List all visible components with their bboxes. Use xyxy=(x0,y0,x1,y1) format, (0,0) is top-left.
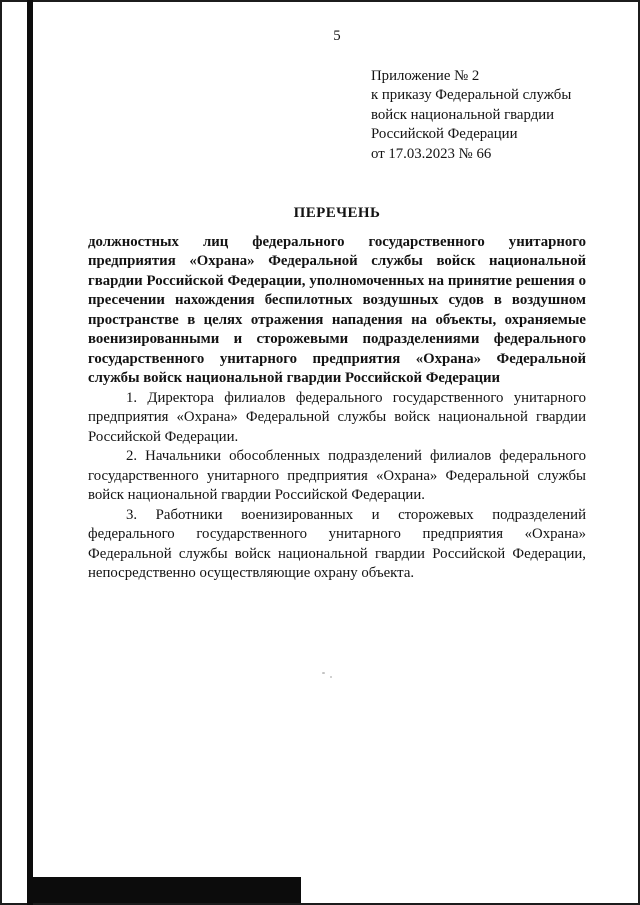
list-item: 2. Начальники обособленных подразделений филиалов федерального государственного унитарного предприятия «Охрана» Федеральной службы войск национальной гвардии Российской Федерации. xyxy=(88,448,586,503)
list-item: 1. Директора филиалов федерального государственного унитарного предприятия «Охрана» Федеральной службы войск национальной гвардии Российской Федерации. xyxy=(88,389,586,445)
appendix-line: войск национальной гвардии xyxy=(371,106,555,123)
document-page xyxy=(88,0,586,584)
appendix-line: к приказу Федеральной службы xyxy=(371,87,572,103)
scan-artifact-bottom-bar xyxy=(33,877,301,903)
document-title: ПЕРЕЧЕНЬ xyxy=(293,205,381,221)
scan-speck xyxy=(322,672,325,674)
list-item: 3. Работники военизированных и сторожевых подразделений федерального государственного унитарного предприятия «Охрана» Федеральной службы войск национальной гвардии Российской Федерации, непосредственно осуществляющие охрану объекта. xyxy=(88,506,586,581)
document-subtitle: должностных лиц федерального государственного унитарного предприятия «Охрана» Федеральной службы войск национальной гвардии Российской Федерации, уполномоченных на принятие решения о пресечении нахождения беспилотных воздушных судов в воздушном пространстве в целях отражения нападения на объекты, охраняемые военизированными и сторожевыми подразделениями федерального государственного унитарного предприятия «Охрана» Федеральной службы войск национальной гвардии Российской Федерации xyxy=(88,233,586,386)
appendix-line: от 17.03.2023 № 66 xyxy=(371,145,492,162)
appendix-line: Приложение № 2 xyxy=(371,67,480,84)
appendix-line: Российской Федерации xyxy=(371,126,518,142)
page-number: 5 xyxy=(333,28,341,44)
scan-speck xyxy=(330,676,332,678)
appendix-block xyxy=(371,67,586,165)
scan-artifact-left-bar xyxy=(27,0,33,905)
